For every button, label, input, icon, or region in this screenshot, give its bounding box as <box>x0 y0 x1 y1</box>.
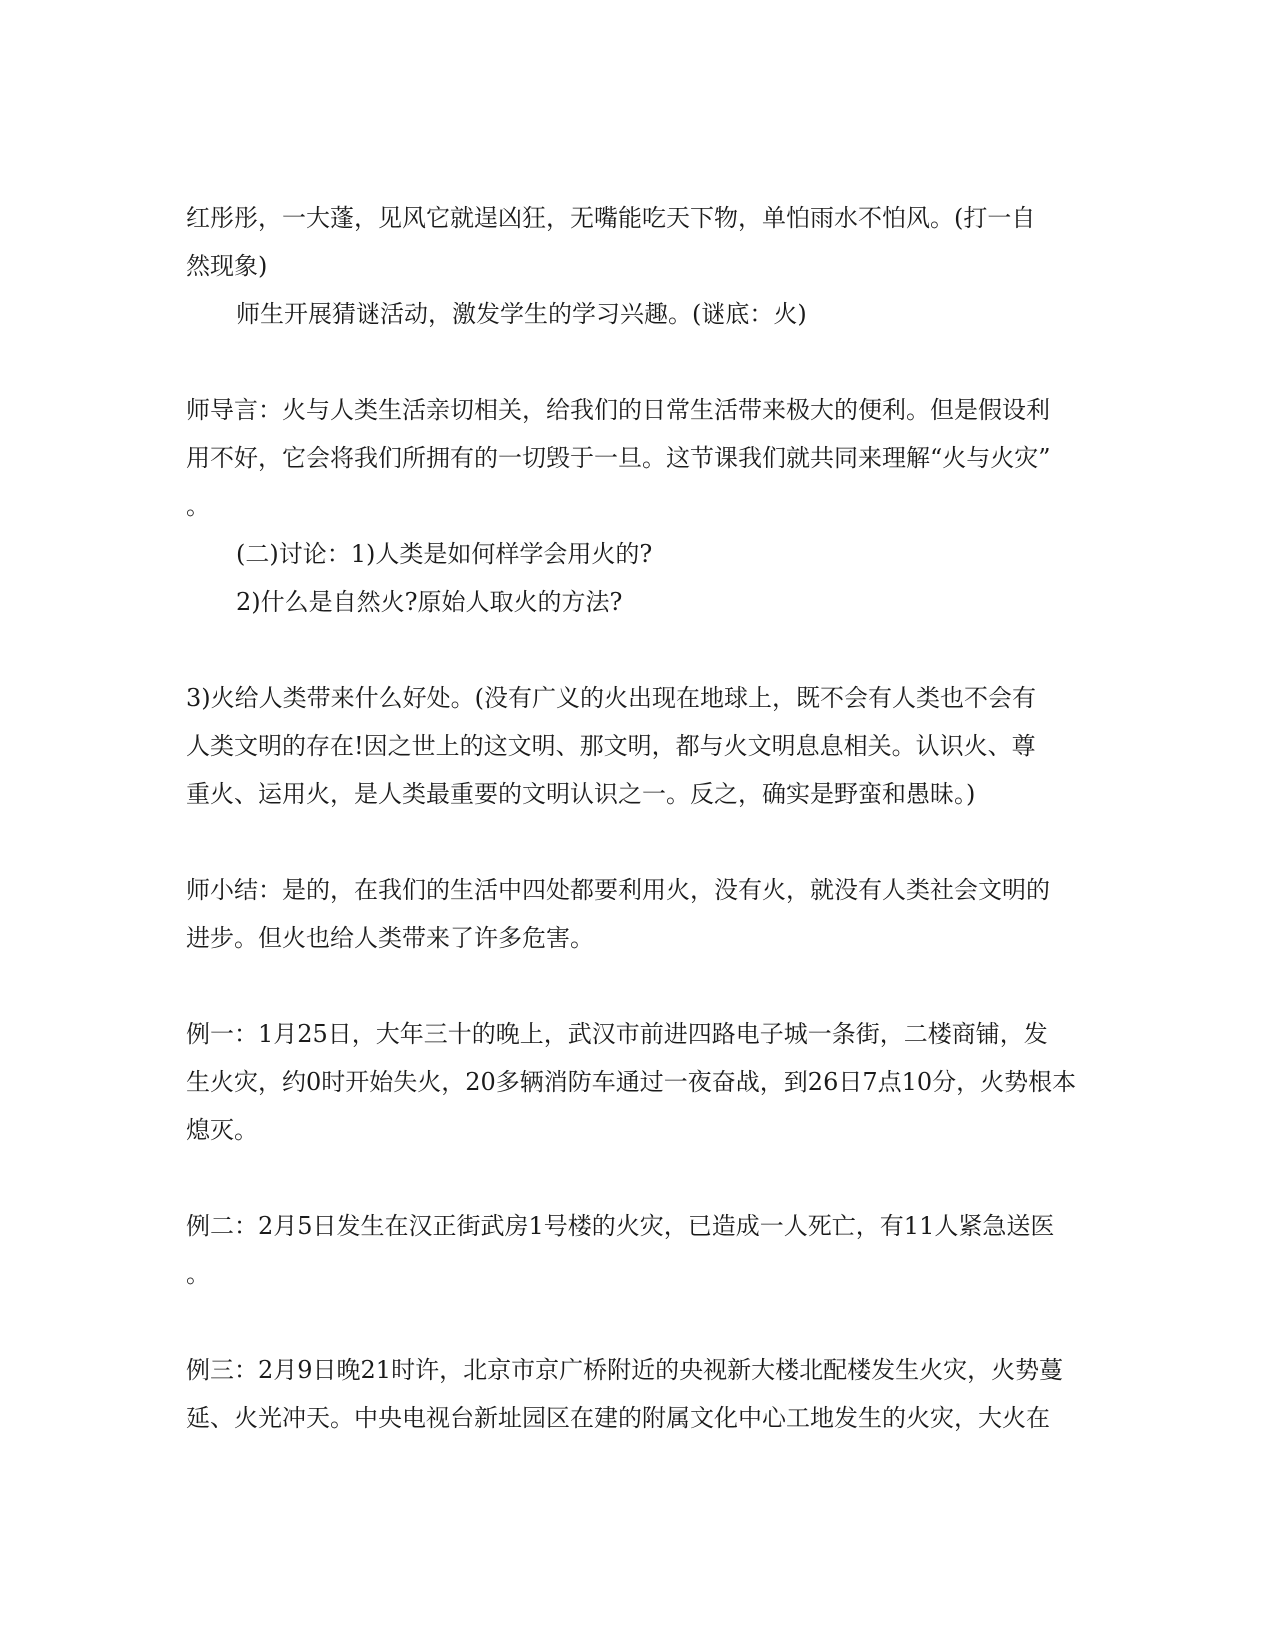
teacher-intro-line-1: 师导言：火与人类生活亲切相关，给我们的日常生活带来极大的便利。但是假设利 <box>186 396 1050 424</box>
teacher-intro-line-3: 。 <box>186 492 210 520</box>
riddle-line-2: 然现象) <box>186 252 268 280</box>
benefit-line-3: 重火、运用火，是人类最重要的文明认识之一。反之，确实是野蛮和愚昧。) <box>186 780 976 808</box>
benefit-line-2: 人类文明的存在!因之世上的这文明、那文明，都与火文明息息相关。认识火、尊 <box>186 732 1036 760</box>
example-one-line-2: 生火灾，约0时开始失火，20多辆消防车通过一夜奋战，到26日7点10分，火势根本 <box>186 1068 1077 1096</box>
summary-line-2: 进步。但火也给人类带来了许多危害。 <box>186 924 594 952</box>
benefit-line-1: 3)火给人类带来什么好处。(没有广义的火出现在地球上，既不会有人类也不会有 <box>186 684 1036 712</box>
teacher-intro-line-2: 用不好，它会将我们所拥有的一切毁于一旦。这节课我们就共同来理解“火与火灾” <box>186 444 1051 472</box>
example-two-line-1: 例二：2月5日发生在汉正街武房1号楼的火灾，已造成一人死亡，有11人紧急送医 <box>186 1212 1055 1240</box>
example-two-line-2: 。 <box>186 1260 210 1288</box>
example-one-line-1: 例一：1月25日，大年三十的晚上，武汉市前进四路电子城一条街，二楼商铺，发 <box>186 1020 1048 1048</box>
example-one-line-3: 熄灭。 <box>186 1116 258 1144</box>
example-three-line-1: 例三：2月9日晚21时许，北京市京广桥附近的央视新大楼北配楼发生火灾，火势蔓 <box>186 1356 1064 1384</box>
riddle-activity-line: 师生开展猜谜活动，激发学生的学习兴趣。(谜底：火) <box>236 300 807 328</box>
discussion-line-1: (二)讨论：1)人类是如何样学会用火的? <box>236 540 653 568</box>
riddle-line-1: 红彤彤，一大蓬，见风它就逞凶狂，无嘴能吃天下物，单怕雨水不怕风。(打一自 <box>186 204 1036 232</box>
example-three-line-2: 延、火光冲天。中央电视台新址园区在建的附属文化中心工地发生的火灾，大火在 <box>186 1404 1050 1432</box>
summary-line-1: 师小结：是的，在我们的生活中四处都要利用火，没有火，就没有人类社会文明的 <box>186 876 1050 904</box>
discussion-line-2: 2)什么是自然火?原始人取火的方法? <box>236 588 623 616</box>
